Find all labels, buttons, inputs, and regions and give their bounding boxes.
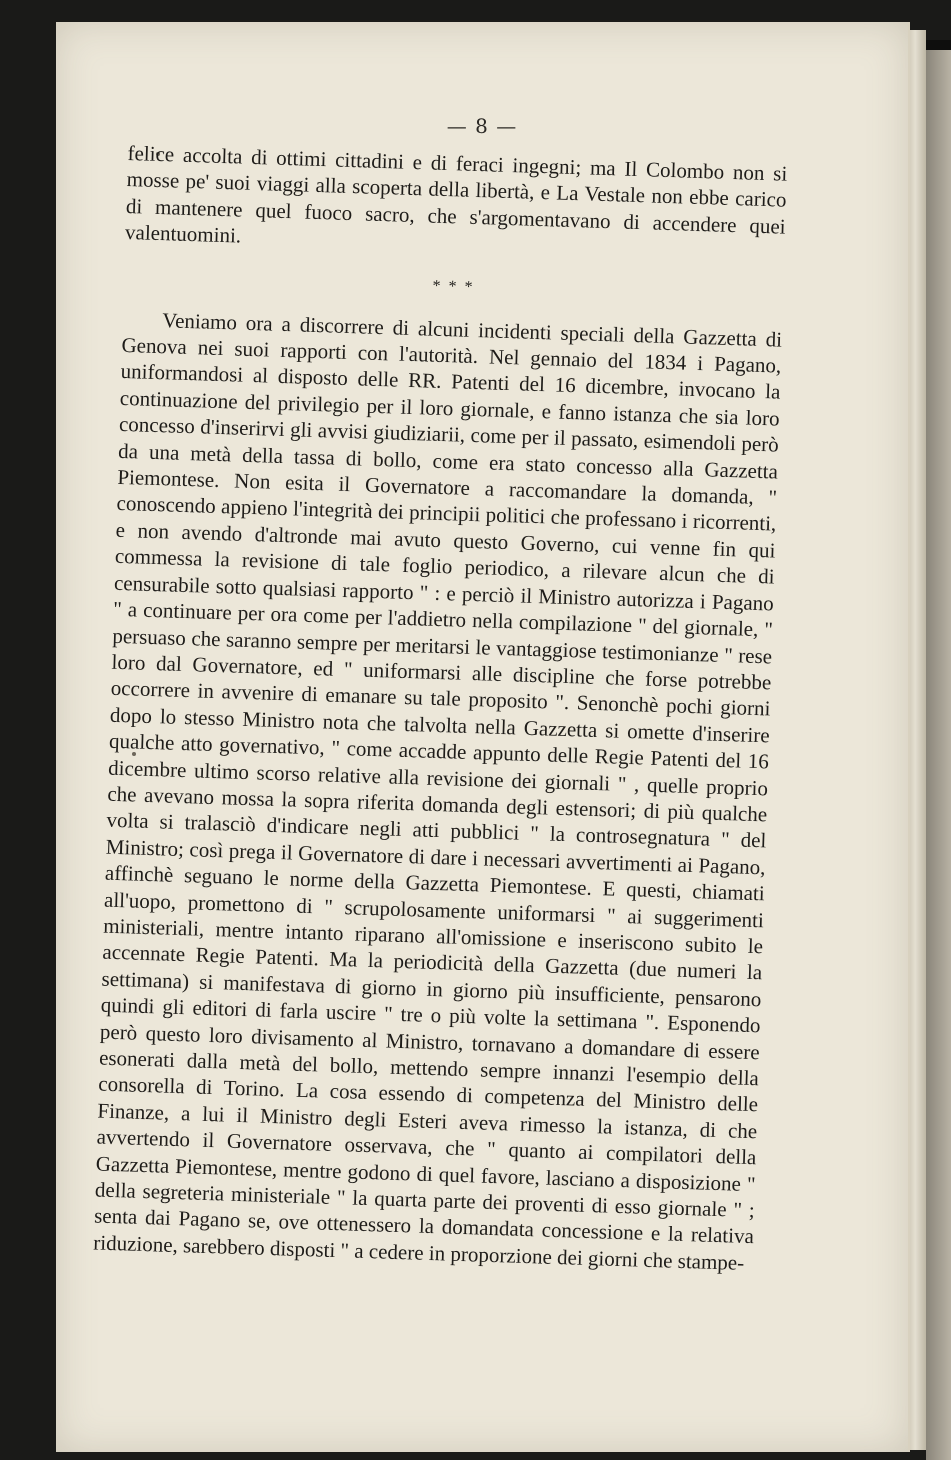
next-page-edge	[926, 50, 951, 1460]
paragraph-1: felice accolta di ottimi cittadini e di feraci ingegni; ma Il Colombo non si mosse pe' suoi viaggi alla scoperta della libertà, e La Vestale non ebbe carico di mantenere quel fuoco sacro, che s'argomentavano di accendere quei valentuomini.	[124, 140, 788, 248]
page-edge	[908, 30, 926, 1450]
page-number: — 8 —	[446, 114, 518, 138]
body-text	[93, 140, 788, 1276]
paragraph-2: Veniamo ora a discorrere di alcuni incidenti speciali della Gazzetta di Genova nei suoi rapporti con l'autorità. Nel gennaio del 1834 i Pagano, uniformandosi al disposto delle RR. Patenti del 16 dicembre, invocano la continuazione del privilegio per il loro giornale, e fanno istanza che sia loro concesso d'inserirvi gli avvisi giudiziarii, come per il passato, esimendoli però da una metà della tassa di bollo, come era stato concesso alla Gazzetta Piemontese. Non esita il Governatore a raccomandare la domanda, " conoscendo appieno l'integrità dei principii politici che professano i ricorrenti, e non avendo d'altronde mai avuto questo Governo, cui venne fin qui commessa la revisione di tale foglio periodico, a rilevare alcun che di censurabile sotto qualsiasi rapporto " : e perciò il Ministro autorizza i Pagano " a continuare per ora come per l'addietro nella compilazione " del giornale, " persuaso che saranno sempre per meritarsi le vantaggiose testimonianze " rese loro dal Governatore, ed " uniformarsi alle discipline che forse potrebbe occorrere in avvenire di emanare su tale proposito ". Senonchè pochi giorni dopo lo stesso Ministro nota che talvolta nella Gazzetta si omette d'inserire qualche atto governativo, " come accadde appunto delle Regie Patenti del 16 dicembre ultimo scorso relative alla revisione dei giornali " , quelle proprio che avevano mossa la sopra riferita domanda degli estensori; di più qualche volta si tralasciò d'indicare negli atti pubblici " la controsegnatura " del Ministro; così prega il Governatore di dare i necessari avvertimenti ai Pagano, affinchè seguano le norme della Gazzetta Piemontese. E questi, chiamati all'uopo, promettono di " scrupolosamente uniformarsi " ai suggerimenti ministeriali, mentre intanto riparano all'omissione e inseriscono subito le accennate Regie Patenti. Ma la periodicità della Gazzetta (due numeri la settimana) si manifestava di giorno in giorno più insufficiente, pensarono quindi gli editori di farla uscire " tre o più volte la settimana ". Esponendo però questo loro divisamento al Ministro, tornavano a domandare di essere esonerati dalla metà del bollo, mettendo sempre innanzi l'esempio della consorella di Torino. La cosa essendo di competenza del Ministro delle Finanze, a lui il Ministro degli Esteri aveva rimesso la istanza, di che avvertendo il Governatore osservava, che " quanto ai compilatori della Gazzetta Piemontese, mentre godono di quel favore, lasciano a disposizione " della segreteria ministeriale " la quarta parte dei proventi di esso giornale " ; senta dai Pagano se, ove ottenessero la domandata concessione e la relativa riduzione, sarebbero disposti " a cedere in proporzione dei giorni che stampe-	[92, 307, 783, 1275]
asterism-separator: * * *	[432, 277, 475, 296]
